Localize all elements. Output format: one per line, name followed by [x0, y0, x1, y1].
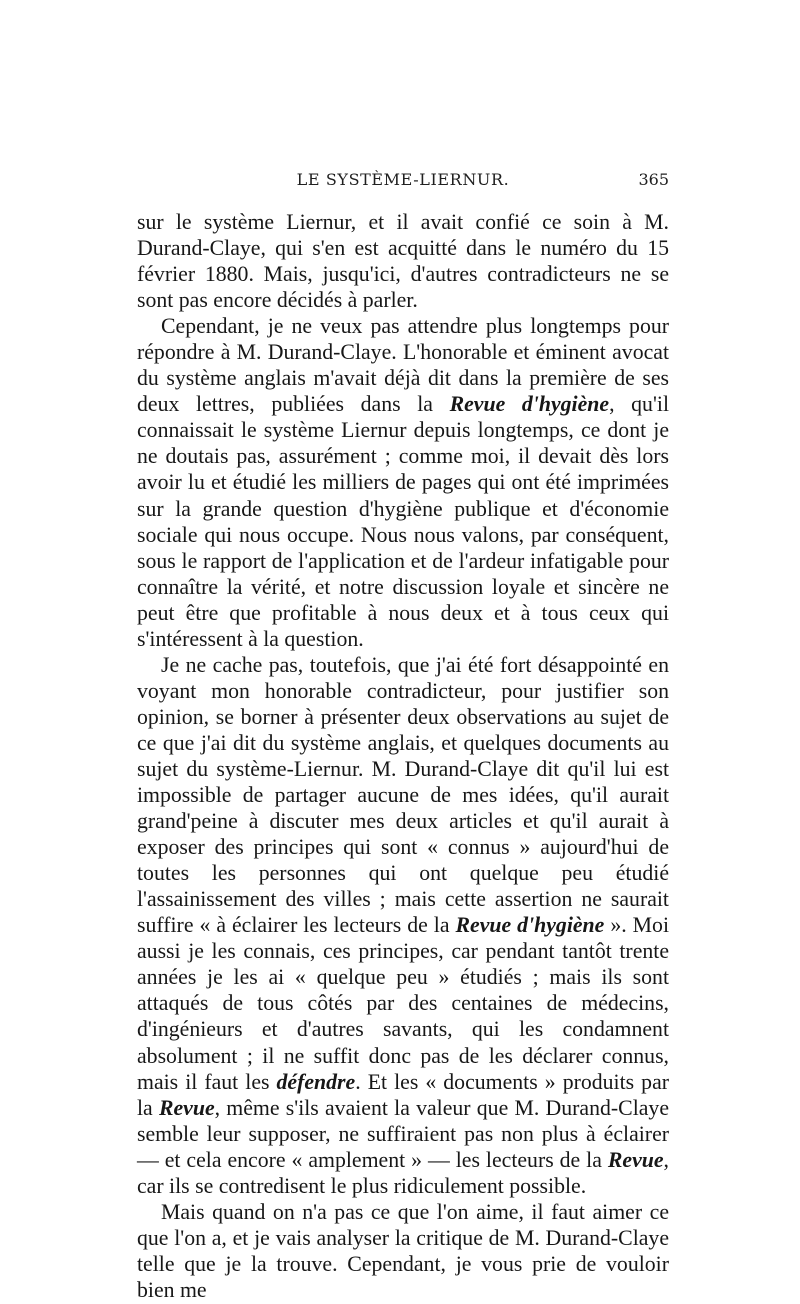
- journal-title: Revue d'hygiène: [455, 913, 605, 938]
- text-segment: , même s'ils avaient la valeur que M. Durand-Claye semble leur supposer, ne suffiraient pas non plus à éclairer — et cela encore « amplement » — les lecteurs de la: [137, 1095, 669, 1172]
- journal-title: Revue d'hygiène: [449, 392, 610, 417]
- running-title: LE SYSTÈME-LIERNUR.: [296, 170, 510, 189]
- text-segment: sur le système Liernur, et il avait confié ce soin à M. Durand-Claye, qui s'en est acquitté dans le numéro du 15 février 1880. Mais, jusqu'ici, d'autres contradicteurs ne se sont pas encore décidés à parler.: [137, 210, 669, 313]
- text-segment: Mais quand on n'a pas ce que l'on aime, il faut aimer ce que l'on a, et je vais analyser la critique de M. Durand-Claye telle que je la trouve. Cependant, je vous prie de vouloir bien me: [137, 1199, 669, 1302]
- text-segment: , car ils se contredisent le plus ridiculement possible.: [137, 1147, 669, 1198]
- paragraph-3: [137, 652, 669, 1199]
- paragraph-1: [137, 209, 669, 313]
- page-number: 365: [638, 170, 669, 189]
- emphasis: défendre: [276, 1069, 356, 1094]
- paragraph-2: [137, 313, 669, 652]
- journal-title: Revue: [158, 1095, 215, 1120]
- text-segment: , qu'il connaissait le système Liernur depuis longtemps, ce dont je ne doutais pas, assurément ; comme moi, il devait dès lors avoir lu et étudié les milliers de pages qui ont été imprimées sur la grande question d'hygiène publique et d'économie sociale qui nous occupe. Nous nous valons, par conséquent, sous le rapport de l'application et de l'ardeur infatigable pour connaître la vérité, et notre discussion loyale et sincère ne peut être que profitable à nous deux et à tous ceux qui s'intéressent à la question.: [137, 392, 669, 651]
- page-header: [137, 170, 669, 200]
- paragraph-4: [137, 1199, 669, 1303]
- body-text: [137, 209, 669, 1303]
- text-segment: . Et les « documents » produits par la: [137, 1069, 670, 1120]
- journal-title: Revue: [607, 1147, 664, 1172]
- text-segment: Je ne cache pas, toutefois, que j'ai été fort désappointé en voyant mon honorable contradicteur, pour justifier son opinion, se borner à présenter deux observations au sujet de ce que j'ai dit du système anglais, et quelques documents au sujet du système-Liernur. M. Durand-Claye dit qu'il lui est impossible de partager aucune de mes idées, qu'il aurait grand'peine à discuter mes deux articles et qu'il aurait à exposer des principes qui sont « connus » aujourd'hui de toutes les personnes qui ont quelque peu étudié l'assainissement des villes ; mais cette assertion ne saurait suffire « à éclairer les lecteurs de la: [137, 652, 669, 938]
- text-segment: ». Moi aussi je les connais, ces principes, car pendant tantôt trente années je les ai « quelque peu » étudiés ; mais ils sont attaqués de tous côtés par des centaines de médecins, d'ingénieurs et d'autres savants, qui les condamnent absolument ; il ne suffit donc pas de les déclarer connus, mais il faut les: [137, 913, 669, 1094]
- text-segment: Cependant, je ne veux pas attendre plus longtemps pour répondre à M. Durand-Claye. L'honorable et éminent avocat du système anglais m'avait déjà dit dans la première de ses deux lettres, publiées dans la: [137, 314, 669, 417]
